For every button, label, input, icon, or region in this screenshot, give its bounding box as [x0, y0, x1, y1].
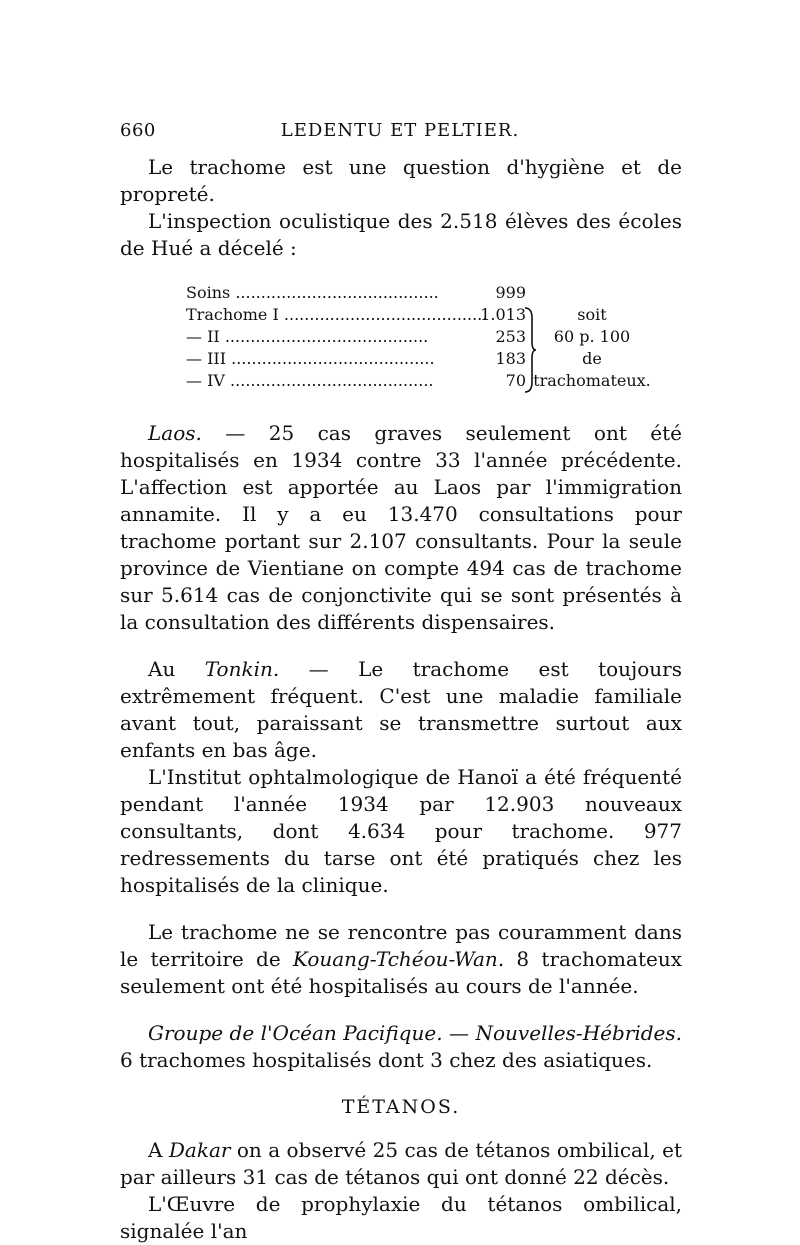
kouang-place: Kouang-Tchéou-Wan.: [292, 947, 505, 971]
stats-value: 999: [495, 283, 526, 302]
tonkin-paragraph: Au Tonkin. — Le trachome est toujours extrêmement fréquent. C'est une maladie familiale avant tout, paraissant se transmettre surtout aux enfants en bas âge.: [120, 657, 689, 762]
dakar-place: Dakar: [168, 1138, 231, 1162]
page-header: [120, 120, 680, 150]
stats-row: Soins ........................................ 999: [186, 283, 526, 302]
page-number: 660: [120, 120, 156, 141]
intro-line-2: L'inspection oculistique des 2.518 élèves des écoles de Hué a décelé :: [120, 209, 682, 260]
section-title-tetanos: TÉTANOS.: [341, 1096, 461, 1118]
pacific-place-label: Nouvelles-Hébrides.: [475, 1021, 682, 1045]
stats-row: — II ........................................ 253: [186, 327, 526, 346]
stats-label: Soins: [186, 283, 231, 302]
stats-value: 253: [495, 327, 526, 346]
pacific-paragraph: Groupe de l'Océan Pacifique. — Nouvelles-Hébrides. 6 trachomes hospitalisés dont 3 chez des asiatiques.: [120, 1021, 689, 1072]
stats-note-line: trachomateux.: [533, 371, 651, 390]
stats-value: 183: [495, 349, 526, 368]
tonkin-label: Tonkin.: [204, 657, 280, 681]
stats-label: — IV: [186, 371, 225, 390]
dakar-paragraph: A Dakar on a observé 25 cas de tétanos ombilical, et par ailleurs 31 cas de tétanos qui ont donné 22 décès.: [120, 1138, 689, 1189]
stats-note-line: soit: [577, 305, 607, 324]
stats-row: Trachome I ........................................ 1.013: [186, 305, 526, 324]
laos-text: — 25 cas graves seulement ont été hospitalisés en 1934 contre 33 l'année précédente. L'affection est apportée au Laos par l'immigration annamite. Il y a eu 13.470 consultations pour trachome portant sur 2.107 consultants. Pour la seule province de Vientiane on compte 494 cas de trachome sur 5.614 cas de conjonctivite qui se sont présentés à la consultation des différents dispensaires.: [120, 421, 689, 634]
stats-label: Trachome I: [186, 305, 279, 324]
dakar-text: on a observé 25 cas de tétanos ombilical, et par ailleurs 31 cas de tétanos qui ont donné 22 décès.: [120, 1138, 689, 1189]
kouang-paragraph: Le trachome ne se rencontre pas couramment dans le territoire de Kouang-Tchéou-Wan. 8 trachomateux seulement ont été hospitalisés au cours de l'année.: [120, 920, 689, 998]
laos-label: Laos.: [148, 421, 202, 445]
stats-row: — III ........................................ 183: [186, 349, 526, 368]
trachoma-stats-table: [120, 282, 682, 400]
stats-label: — II: [186, 327, 220, 346]
stats-note-line: de: [582, 349, 602, 368]
stats-value: 70: [505, 371, 526, 390]
hanoi-paragraph: L'Institut ophtalmologique de Hanoï a été fréquenté pendant l'année 1934 par 12.903 nouveaux consultants, dont 4.634 pour trachome. 977 redressements du tarse ont été pratiqués chez les hospitalisés de la clinique.: [120, 765, 682, 897]
stats-label: — III: [186, 349, 227, 368]
page-body: [120, 154, 689, 1245]
kouang-text: 8 trachomateux seulement ont été hospitalisés au cours de l'année.: [120, 947, 689, 998]
stats-row: — IV ........................................ 70: [186, 371, 526, 390]
tonkin-text: — Le trachome est toujours extrêmement fréquent. C'est une maladie familiale avant tout, paraissant se transmettre surtout aux enfants en bas âge.: [120, 657, 689, 762]
stats-value: 1.013: [480, 305, 526, 324]
pacific-group-label: Groupe de l'Océan Pacifique.: [148, 1021, 443, 1045]
laos-paragraph: [120, 420, 689, 636]
running-title: LEDENTU ET PELTIER.: [280, 120, 520, 141]
pacific-text: 6 trachomes hospitalisés dont 3 chez des asiatiques.: [120, 1021, 689, 1072]
oeuvre-line: L'Œuvre de prophylaxie du tétanos ombilical, signalée l'an: [120, 1192, 682, 1243]
stats-note-line: 60 p. 100: [553, 327, 631, 346]
intro-line-1: Le trachome est une question d'hygiène et de propreté.: [120, 155, 682, 206]
